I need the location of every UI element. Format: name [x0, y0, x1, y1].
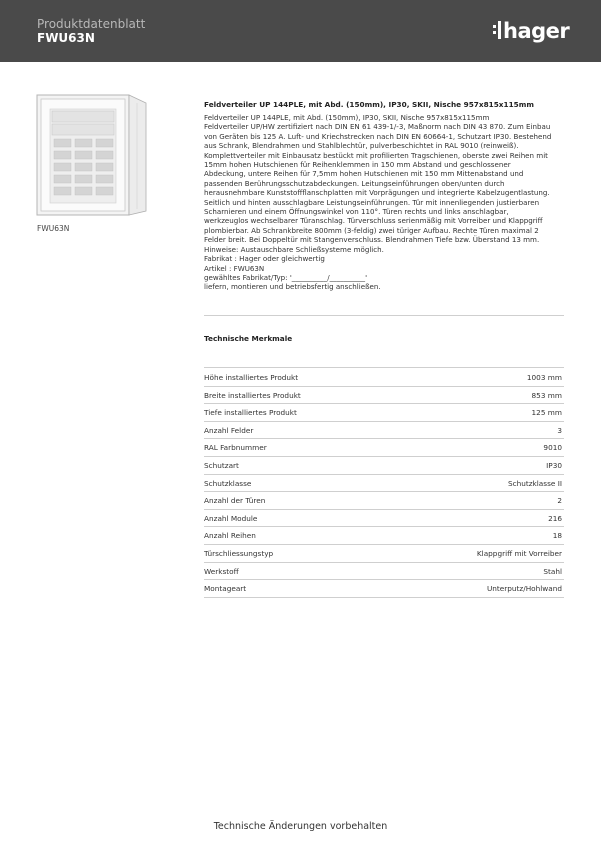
- description-line: gewähltes Fabrikat/Typ: '__________/__________': [204, 272, 368, 282]
- spec-row-ral: [204, 439, 564, 457]
- description-line: Scharnieren und einem Öffnungswinkel von 110°. Türen rechts und links anschlagbar,: [204, 207, 509, 217]
- hager-logo: [493, 18, 569, 44]
- spec-label: Anzahl Reihen: [204, 531, 256, 541]
- description-line: liefern, montieren und betriebsfertig anschließen.: [204, 282, 381, 292]
- spec-label: Werkstoff: [204, 566, 239, 576]
- specs-title: Technische Merkmale: [204, 334, 293, 343]
- page-header: [0, 0, 601, 62]
- spec-value: 18: [552, 531, 562, 541]
- description-line: Felder breit. Bei Doppeltür mit Stangenverschluss. Blendrahmen Tiefe bzw. Überstand 13 mm.: [204, 235, 540, 245]
- specs-table: [204, 369, 564, 598]
- description-line: von Geräten bis 125 A. Luft- und Kriechstrecken nach DIN EN 60664-1, Schutzart IP30. Bestehend: [204, 131, 552, 141]
- spec-row-protection: [204, 457, 564, 475]
- spec-label: Höhe installiertes Produkt: [204, 373, 299, 382]
- spec-value: 216: [548, 513, 562, 523]
- spec-label: Breite installiertes Produkt: [204, 390, 301, 400]
- spec-label: Tiefe installiertes Produkt: [204, 408, 297, 418]
- spec-label: Anzahl Module: [204, 513, 258, 523]
- spec-row-doors: [204, 492, 564, 510]
- spec-value: IP30: [546, 460, 562, 470]
- spec-row-modules: [204, 510, 564, 528]
- description-line: passenden Berührungsschutzabdeckungen. Leitungseinführungen oben/unten durch: [204, 178, 505, 188]
- logo-text: hager: [503, 19, 570, 43]
- spec-label: Schutzklasse: [204, 478, 252, 488]
- spec-value: 1003 mm: [526, 373, 562, 382]
- document-type: Produktdatenblatt: [37, 17, 146, 31]
- description-line: aus Schrank, Blendrahmen und Stahlblechtür, pulverbeschichtet in RAL 9010 (reinweiß).: [204, 141, 519, 151]
- product-code: FWU63N: [37, 31, 95, 45]
- product-image: [36, 93, 148, 220]
- spec-label: Schutzart: [204, 460, 239, 470]
- spec-value: 3: [557, 425, 562, 435]
- description-line: werkzeuglos wechselbarer Türanschlag. Türverschluss serienmäßig mit Vorreiber und Klappgriff: [204, 216, 543, 226]
- description-line: herausnehmbare Kunststoffflanschplatten mit Vorprägungen und integrierte Kabelzugentlastung.: [204, 188, 550, 198]
- spec-value: 9010: [543, 443, 562, 453]
- image-caption: FWU63N: [37, 224, 70, 233]
- distribution-cabinet-illustration: [36, 93, 148, 220]
- spec-row-depth: [204, 404, 564, 422]
- spec-value: 125 mm: [531, 408, 562, 418]
- divider: [204, 367, 564, 368]
- description-line: Seitlich und hinten ausschlagbare Leistungseinführungen. Tür mit innenliegenden justierbaren: [204, 197, 540, 207]
- spec-row-fields: [204, 422, 564, 440]
- description-line: Fabrikat : Hager oder gleichwertig: [204, 254, 325, 264]
- description-line: Abdeckung, untere Reihen für 7,5mm hohen Hutschienen mit 150 mm Mittenabstand und: [204, 169, 524, 179]
- spec-row-width: [204, 387, 564, 405]
- spec-value: Schutzklasse II: [507, 478, 562, 488]
- spec-row-lock-type: [204, 545, 564, 563]
- spec-row-protection-class: [204, 475, 564, 493]
- spec-row-rows: [204, 527, 564, 545]
- description-line: Komplettverteiler mit Einbausatz bestückt mit profilierten Tragschienen, oberste zwei Reihen mit: [204, 150, 548, 160]
- product-title: Feldverteiler UP 144PLE, mit Abd. (150mm), IP30, SKII, Nische 957x815x115mm: [204, 100, 534, 109]
- spec-label: Anzahl der Türen: [204, 496, 266, 506]
- spec-value: 2: [557, 496, 562, 506]
- spec-label: Anzahl Felder: [204, 425, 254, 435]
- page-footer: Technische Änderungen vorbehalten: [213, 821, 388, 832]
- spec-value: Stahl: [543, 566, 562, 576]
- description-line: Artikel : FWU63N: [204, 263, 265, 273]
- description-line: Feldverteiler UP 144PLE, mit Abd. (150mm), IP30, SKII, Nische 957x815x115mm: [204, 113, 490, 122]
- description-line: Feldverteiler UP/HW zertifiziert nach DIN EN 61 439-1/-3, Maßnorm nach DIN 43 870. Zum Einbau: [204, 122, 551, 132]
- spec-row-material: [204, 563, 564, 581]
- spec-value: Klappgriff mit Vorreiber: [476, 548, 562, 558]
- spec-label: Türschliessungstyp: [204, 548, 274, 558]
- divider: [204, 315, 564, 316]
- product-description: [204, 113, 566, 292]
- spec-row-height: [204, 369, 564, 387]
- spec-value: 853 mm: [531, 390, 562, 400]
- description-line: plombierbar. Ab Schrankbreite 800mm (3-feldig) zwei türiger Aufbau. Rechte Türen maximal 2: [204, 225, 539, 235]
- spec-value: Unterputz/Hohlwand: [486, 584, 562, 594]
- description-line: 15mm hohen Hutschienen für Reihenklemmen in 150 mm Abstand und geschlossener: [204, 160, 511, 170]
- hager-logo-mark-icon: [493, 21, 502, 39]
- spec-row-mounting: [204, 580, 564, 598]
- spec-label: Montageart: [204, 584, 247, 594]
- description-line: Hinweise: Austauschbare Schließsysteme möglich.: [204, 244, 384, 254]
- spec-label: RAL Farbnummer: [204, 443, 267, 453]
